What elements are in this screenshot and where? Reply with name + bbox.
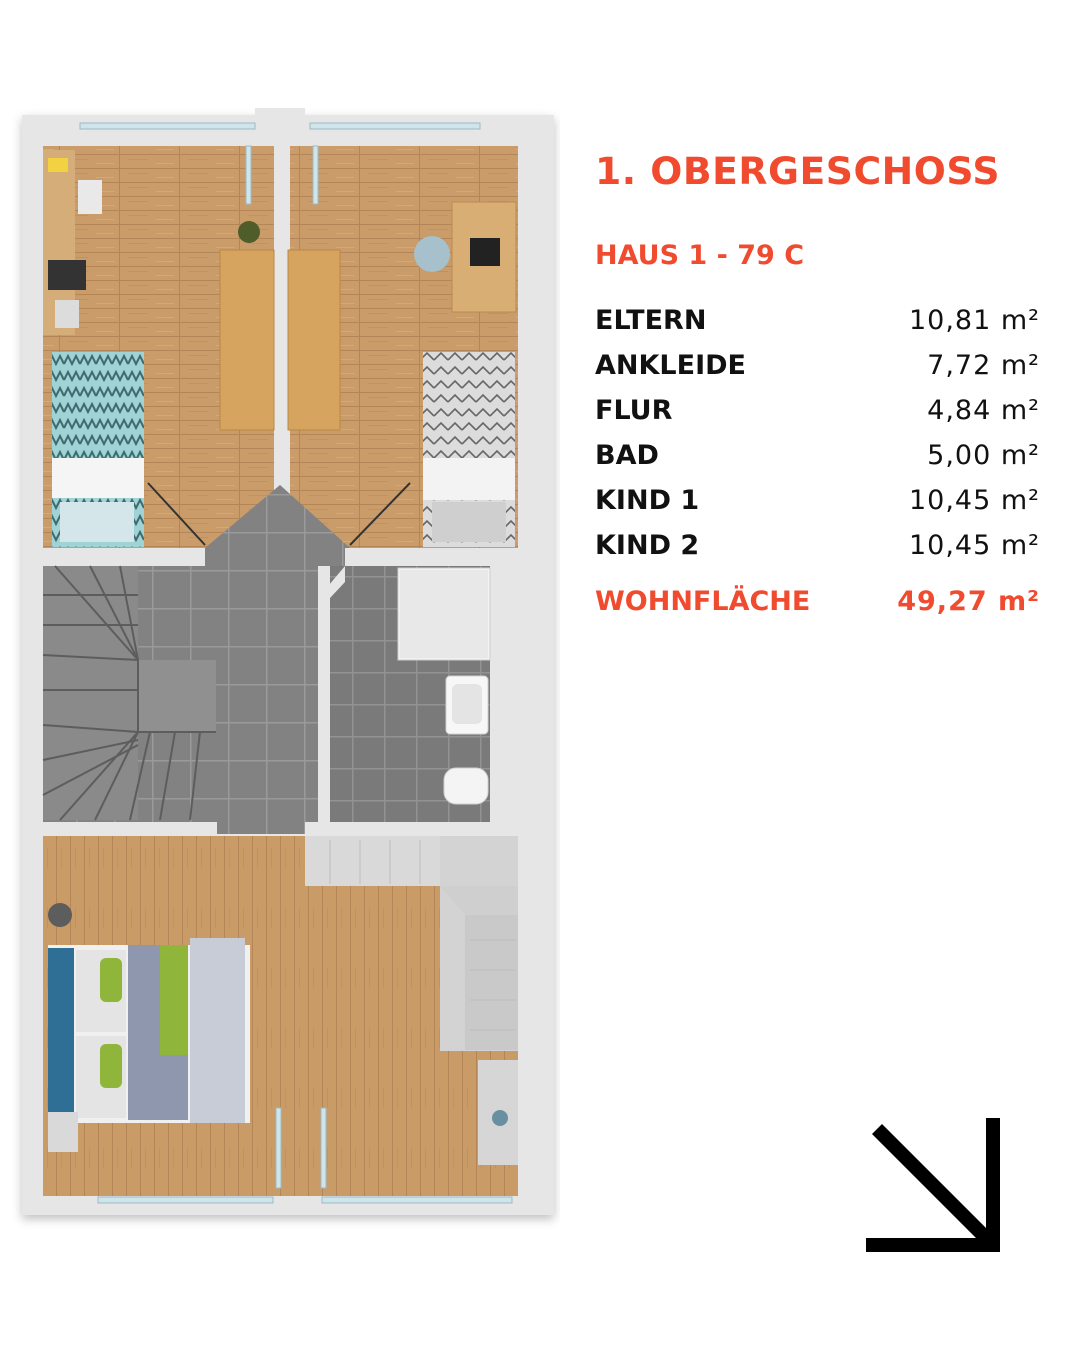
house-subtitle: HAUS 1 - 79 C [595,240,805,271]
room-name: FLUR [595,394,673,426]
total-label: WOHNFLÄCHE [595,585,811,617]
toilet [444,768,488,804]
room-name: ANKLEIDE [595,349,746,381]
room-row-eltern [595,300,1040,340]
room-area: 10,45 m² [908,529,1040,561]
room-name: KIND 2 [595,529,700,561]
bed-kind-1 [52,352,144,547]
room-row-ankleide [595,345,1040,385]
room-row-flur [595,390,1040,430]
arrow-down-right-icon [866,1118,1000,1252]
desk-kind-2 [288,250,340,430]
room-row-total [595,581,1040,621]
room-area: 10,81 m² [908,304,1040,336]
room-row-kind-1 [595,480,1040,520]
double-bed [48,938,250,1123]
page-title: 1. OBERGESCHOSS [595,150,1001,193]
room-name: BAD [595,439,659,471]
desk-kind-1 [220,250,274,430]
room-area: 5,00 m² [927,439,1040,471]
total-area: 49,27 m² [897,585,1040,617]
room-area: 7,72 m² [927,349,1040,381]
room-area: 4,84 m² [927,394,1040,426]
room-row-kind-2 [595,525,1040,565]
bed-kind-2 [423,352,515,547]
room-row-bad [595,435,1040,475]
room-name: KIND 1 [595,484,700,516]
room-name: ELTERN [595,304,707,336]
room-area: 10,45 m² [908,484,1040,516]
